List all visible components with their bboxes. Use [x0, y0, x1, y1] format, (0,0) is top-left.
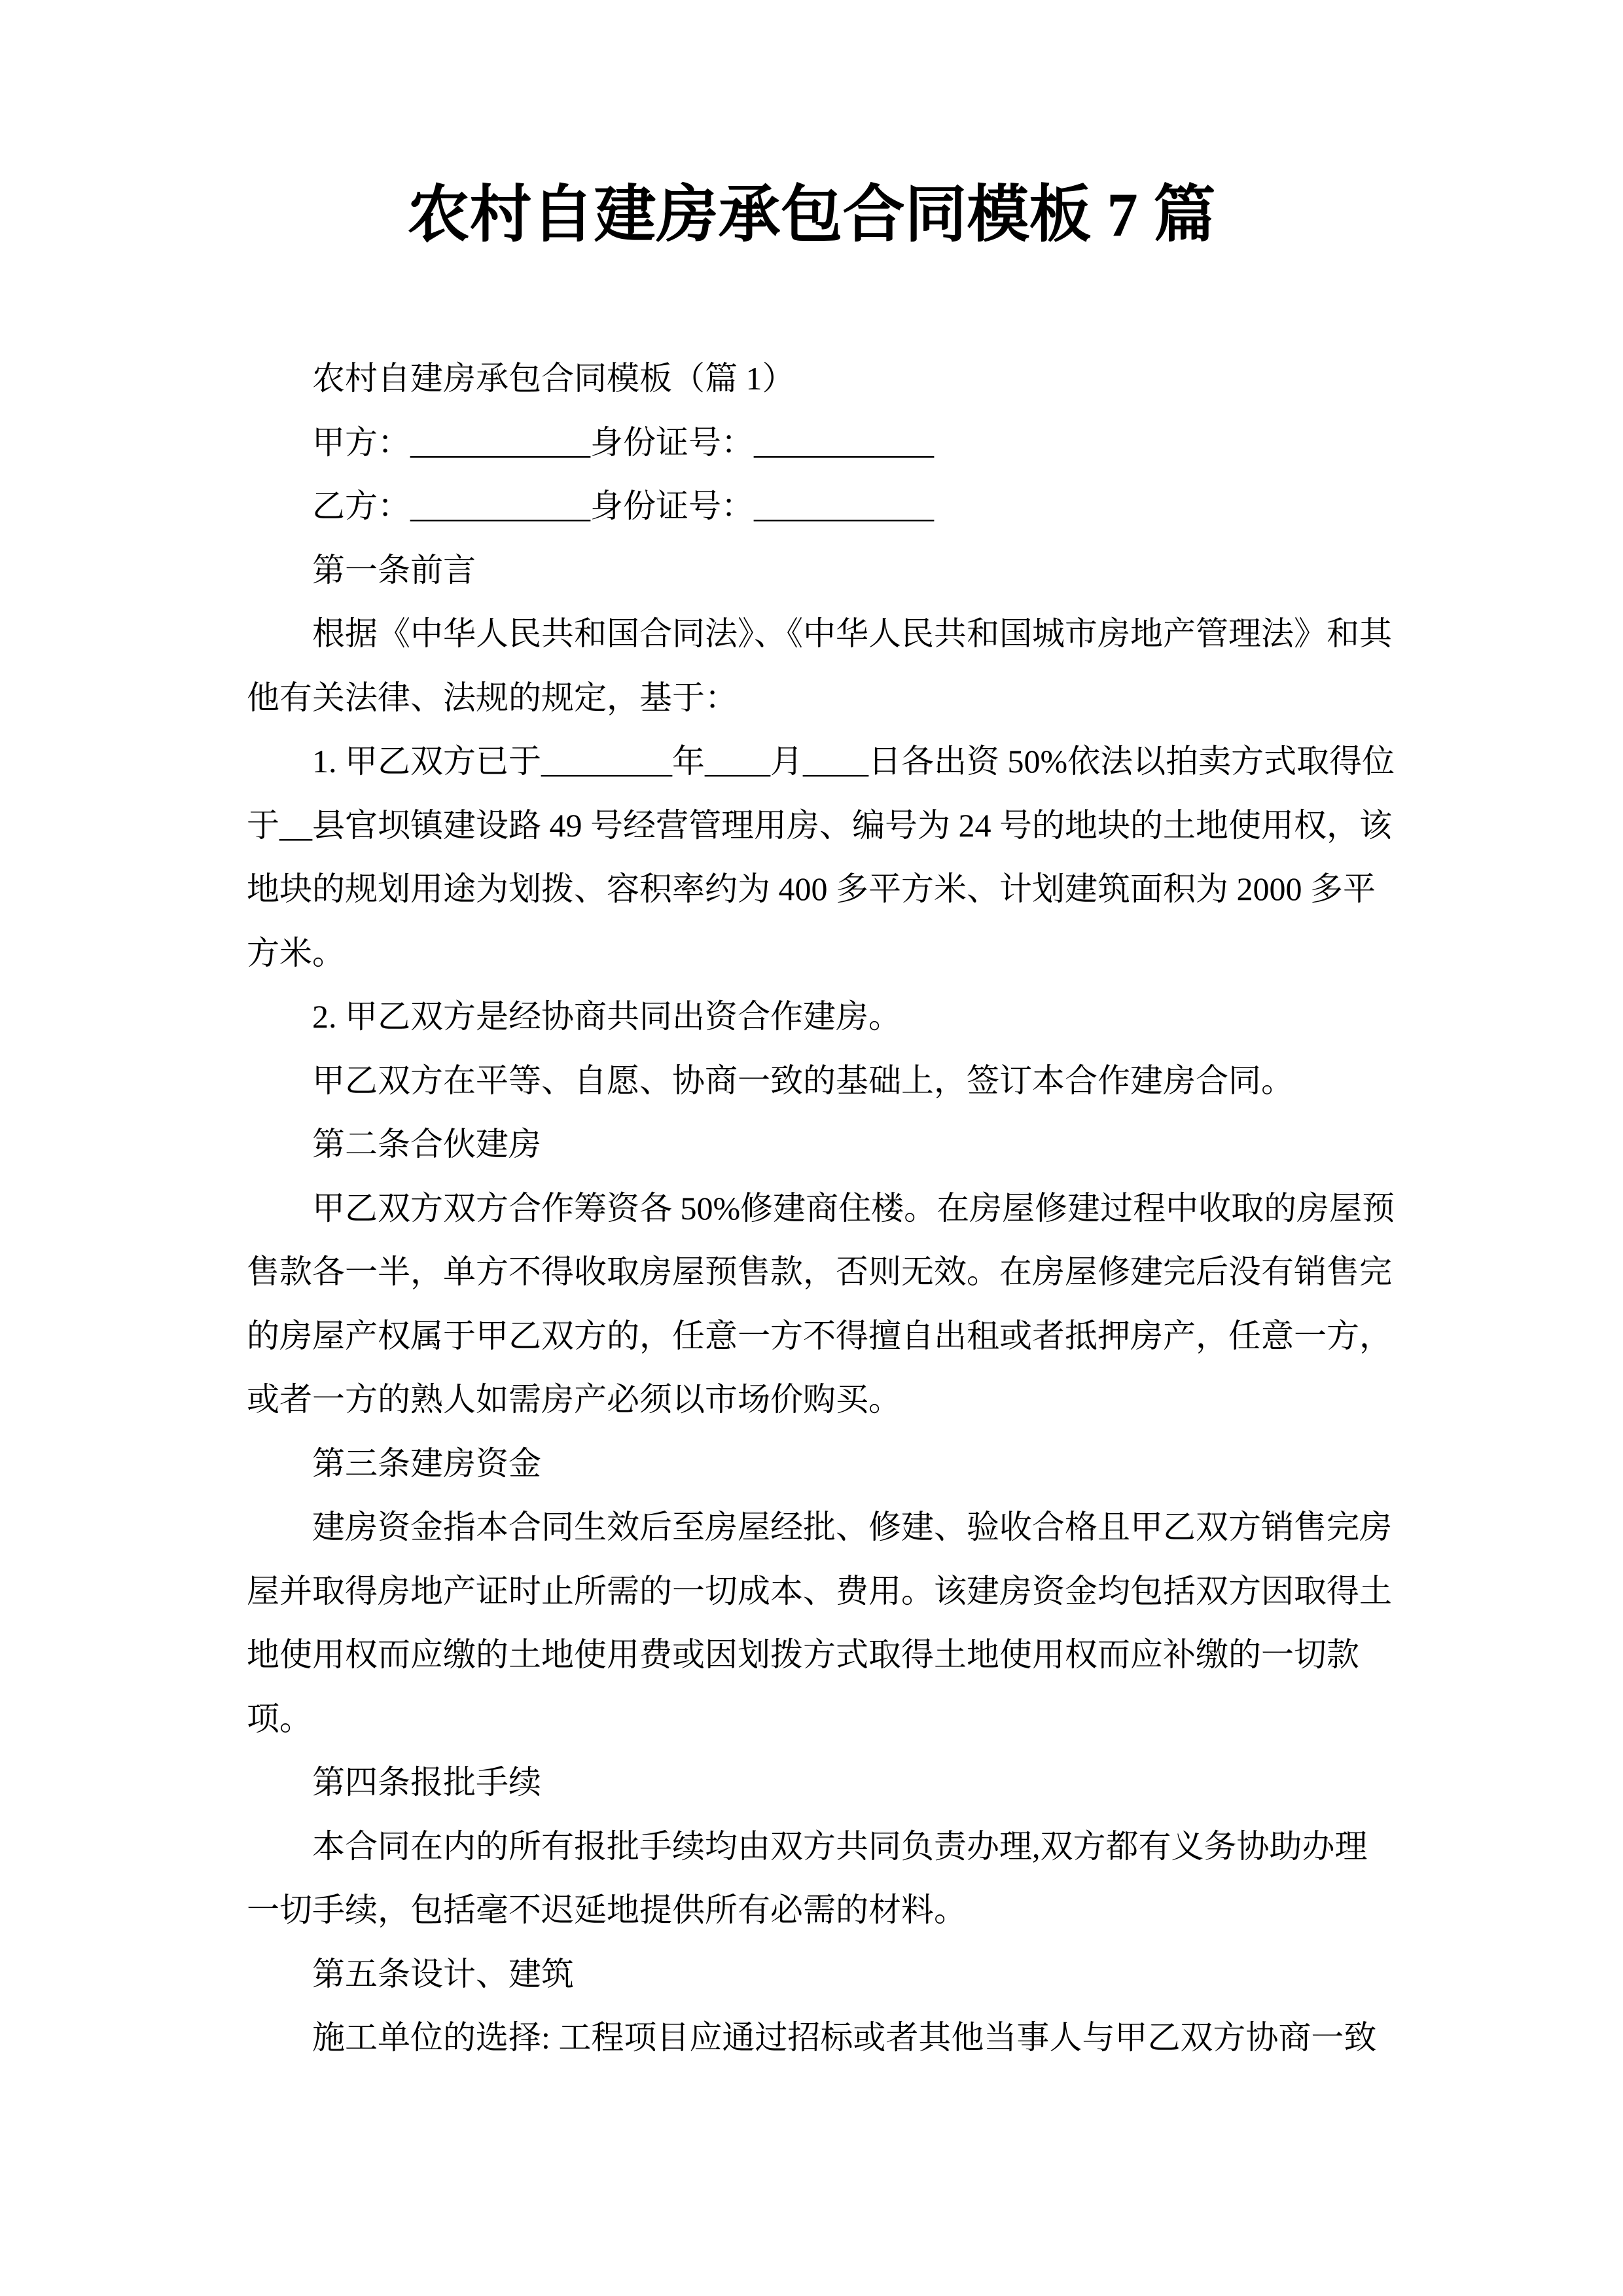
article-3-text-line: 项。 — [247, 1700, 312, 1737]
article-5-heading: 第五条设计、建筑 — [312, 1955, 574, 1992]
article-5-text-line: 施工单位的选择: 工程项目应通过招标或者其他当事人与甲乙双方协商一致 — [312, 2019, 1377, 2056]
clause-1-text-line: 于__县官坝镇建设路 49 号经营管理用房、编号为 24 号的地块的土地使用权，该 — [247, 806, 1392, 844]
article-1-text-line: 他有关法律、法规的规定，基于： — [247, 679, 738, 716]
article-3-text-line: 屋并取得房地产证时止所需的一切成本、费用。该建房资金均包括双方因取得土 — [247, 1572, 1392, 1609]
clause-1-text-line: 1. 甲乙双方已于________年____月____日各出资 50%依法以拍卖方式取得位 — [312, 743, 1395, 780]
clause-1-text-line: 地块的规划用途为划拨、容积率约为 400 多平方米、计划建筑面积为 2000 多平 — [247, 870, 1376, 907]
template-subtitle: 农村自建房承包合同模板（篇 1） — [312, 360, 795, 397]
article-4-text-line: 本合同在内的所有报批手续均由双方共同负责办理,双方都有义务协助办理 — [312, 1827, 1368, 1865]
article-3-text-line: 建房资金指本合同生效后至房屋经批、修建、验收合格且甲乙双方销售完房 — [312, 1509, 1392, 1545]
article-4-text-line: 一切手续，包括毫不迟延地提供所有必需的材料。 — [247, 1892, 967, 1928]
article-2-text-line: 售款各一半，单方不得收取房屋预售款，否则无效。在房屋修建完后没有销售完 — [247, 1253, 1392, 1290]
clause-2-text-line: 2. 甲乙双方是经协商共同出资合作建房。 — [312, 998, 901, 1035]
party-b-line: 乙方：___________身份证号：___________ — [312, 488, 934, 524]
party-a-line: 甲方：___________身份证号：___________ — [312, 423, 934, 461]
article-2-text-line: 或者一方的熟人如需房产必须以市场价购买。 — [247, 1381, 901, 1418]
clause-1-text-line: 方米。 — [247, 934, 345, 971]
agreement-basis-line: 甲乙双方在平等、自愿、协商一致的基础上，签订本合作建房合同。 — [312, 1062, 1294, 1099]
article-3-text-line: 地使用权而应缴的土地使用费或因划拨方式取得土地使用权而应补缴的一切款 — [247, 1636, 1359, 1673]
article-1-text-line: 根据《中华人民共和国合同法》、《中华人民共和国城市房地产管理法》和其 — [312, 615, 1392, 652]
article-3-heading: 第三条建房资金 — [312, 1444, 541, 1482]
document-title: 农村自建房承包合同模板 7 篇 — [407, 180, 1216, 249]
article-2-text-line: 的房屋产权属于甲乙双方的，任意一方不得擅自出租或者抵押房产，任意一方， — [247, 1317, 1392, 1354]
document-body — [247, 347, 1395, 2070]
article-2-text-line: 甲乙双方双方合作筹资各 50%修建商住楼。在房屋修建过程中收取的房屋预 — [312, 1189, 1395, 1227]
article-2-heading: 第二条合伙建房 — [312, 1126, 541, 1162]
article-1-heading: 第一条前言 — [312, 551, 476, 588]
article-4-heading: 第四条报批手续 — [312, 1764, 541, 1801]
